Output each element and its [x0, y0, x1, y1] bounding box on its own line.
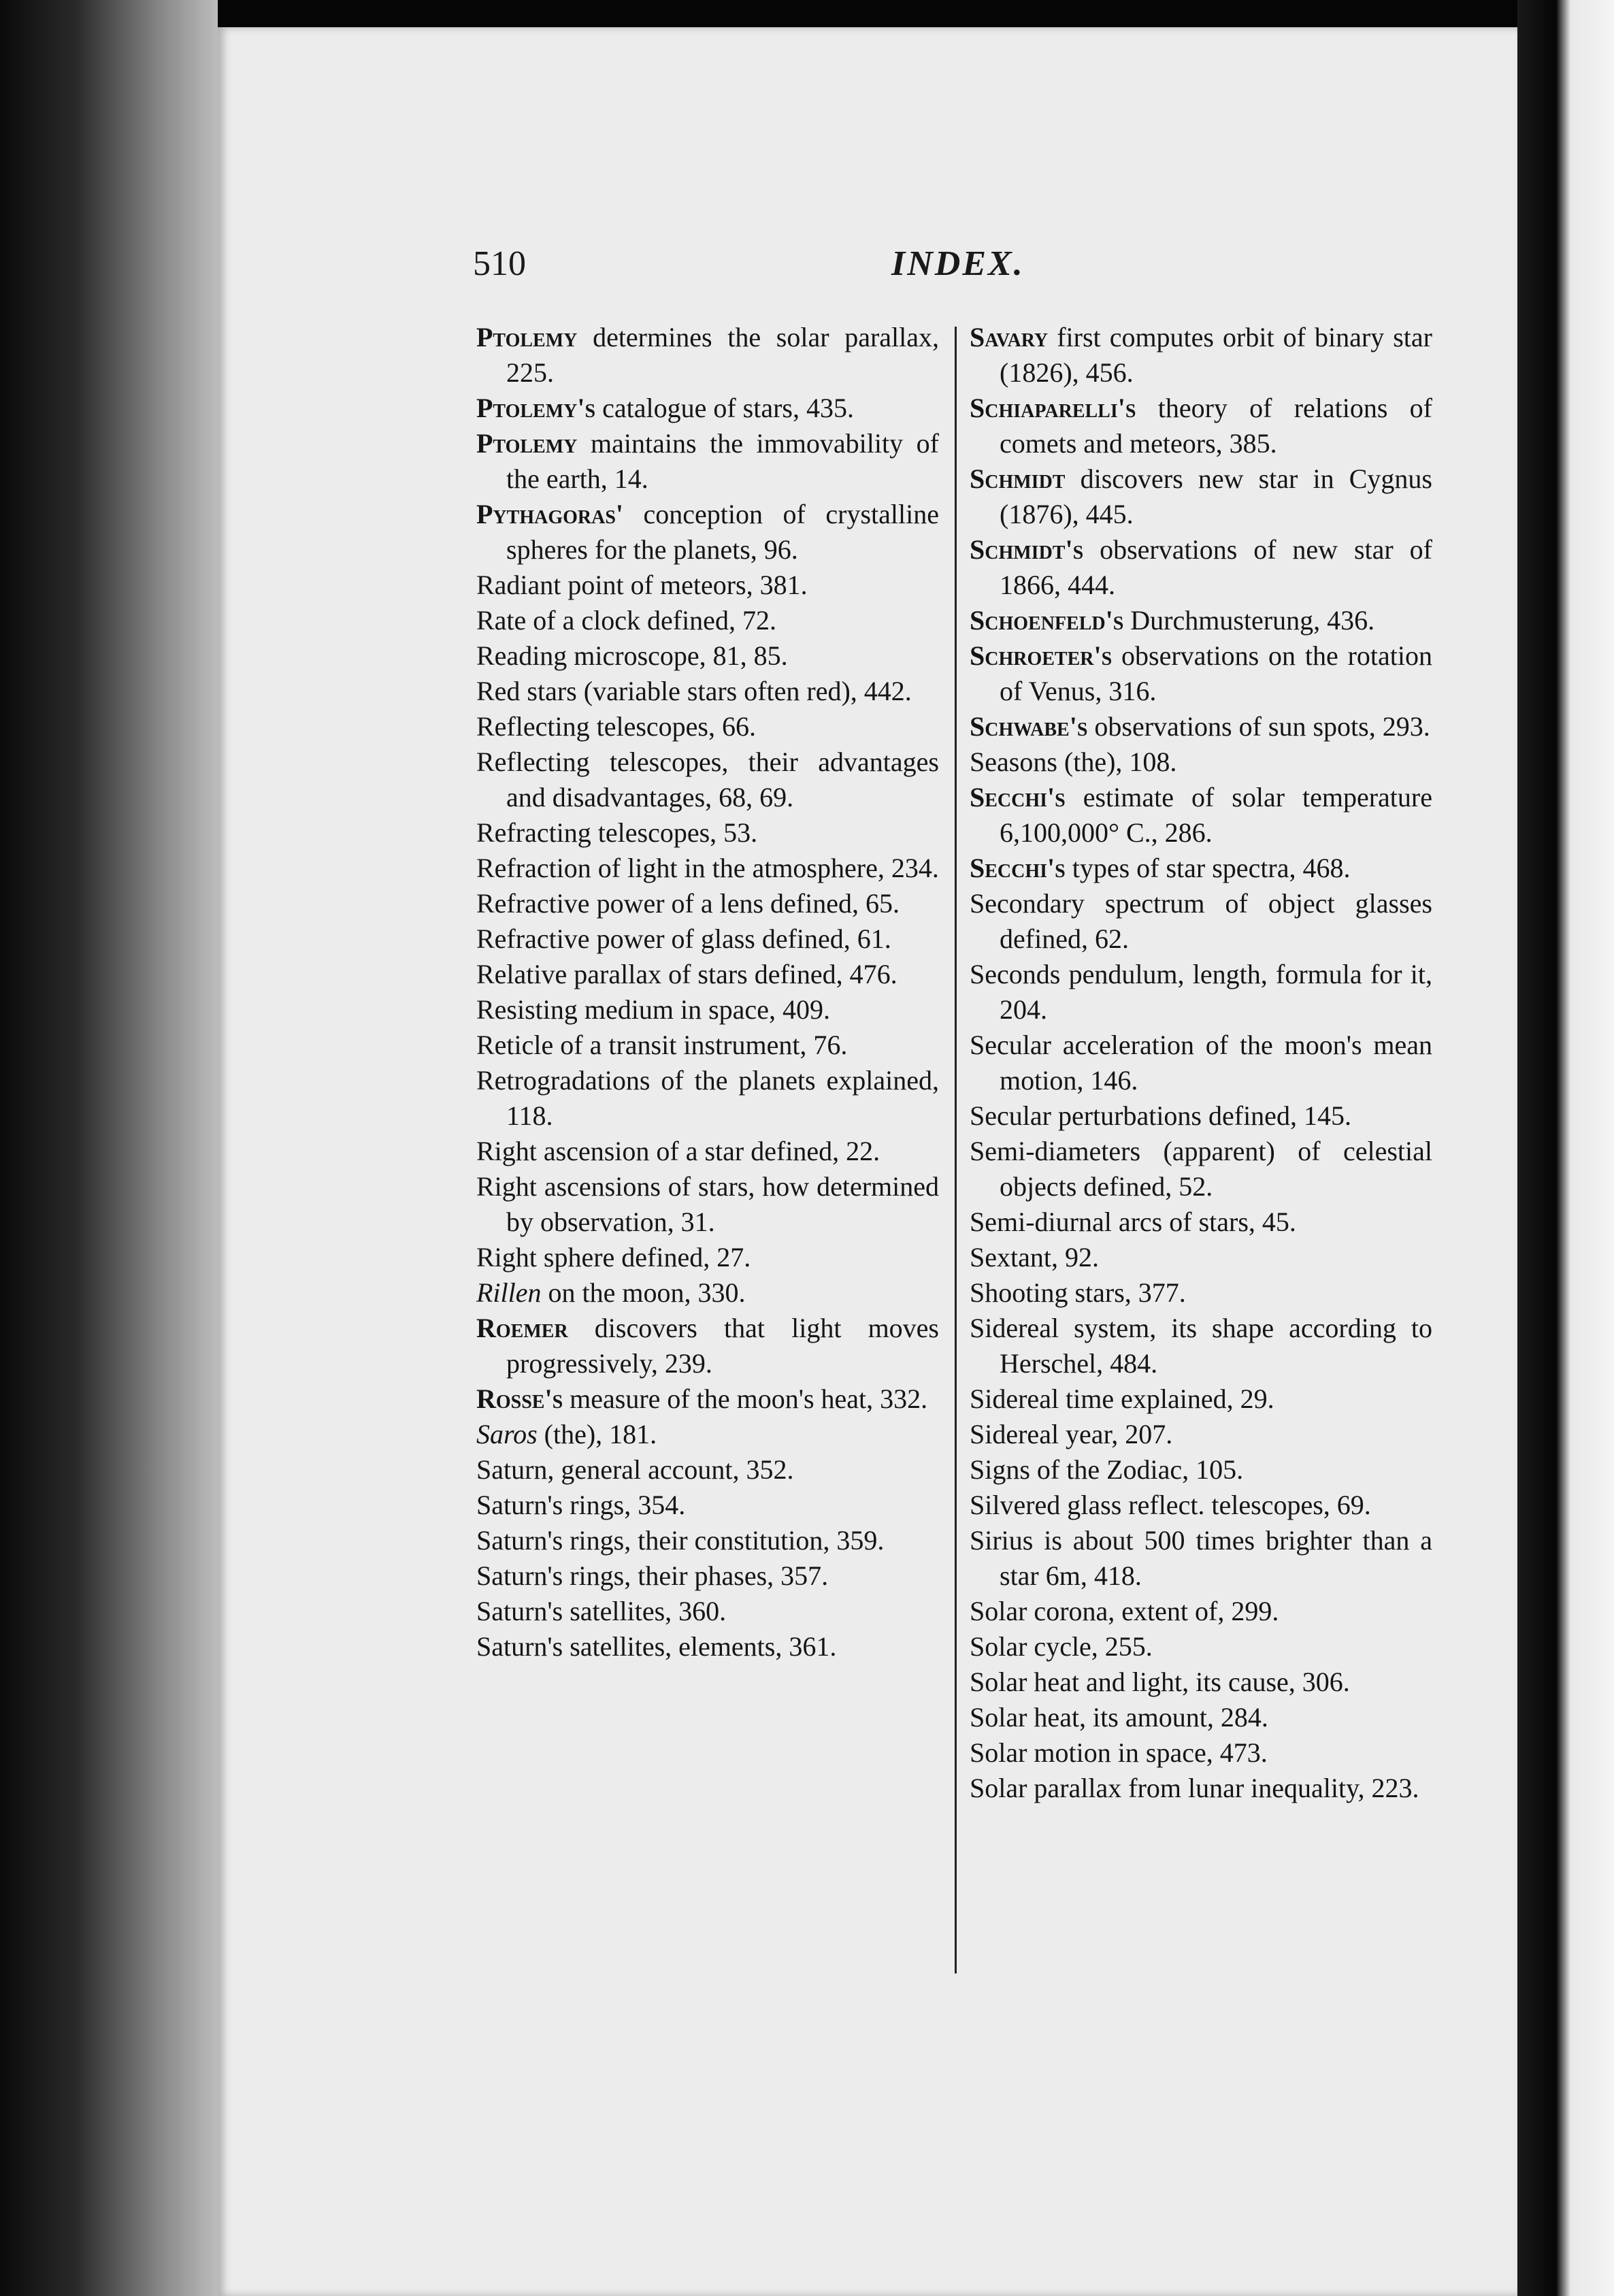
book-page: [218, 27, 1517, 2296]
index-entry-text: Saturn's rings, their phases, 357.: [476, 1560, 829, 1591]
index-entry-text: Reflecting telescopes, 66.: [476, 711, 756, 742]
index-entry-text: Relative parallax of stars defined, 476.: [476, 959, 897, 989]
index-entry-text: Retrogradations of the planets explained, 118.: [476, 1065, 939, 1131]
index-entry-text: Silvered glass reflect. telescopes, 69.: [970, 1490, 1371, 1520]
index-entry: [970, 1275, 1432, 1311]
index-entry-name: Secchi's: [970, 853, 1066, 883]
index-entry-text: measure of the moon's heat, 332.: [563, 1383, 928, 1414]
index-entry-text: Refracting telescopes, 53.: [476, 817, 758, 848]
index-entry-text: discovers that light moves progressively, 239.: [506, 1313, 939, 1379]
index-entry: [970, 1735, 1432, 1771]
index-entry-text: observations of sun spots, 293.: [1087, 711, 1430, 742]
index-entry: [476, 1488, 939, 1523]
index-entry: [970, 532, 1432, 603]
index-entry-name: Secchi's: [970, 782, 1066, 813]
index-entry: [970, 1452, 1432, 1488]
index-column-right: [970, 320, 1432, 1806]
index-entry: [476, 1275, 939, 1311]
index-entry-text: Shooting stars, 377.: [970, 1277, 1186, 1308]
index-entry-text: Solar cycle, 255.: [970, 1631, 1153, 1662]
index-entry-name: Schmidt: [970, 463, 1066, 494]
index-entry-text: Sirius is about 500 times brighter than a star 6m, 418.: [970, 1525, 1432, 1591]
index-entry-text: Secondary spectrum of object glasses defined, 62.: [970, 888, 1432, 954]
index-entry-text: Saturn, general account, 352.: [476, 1454, 794, 1485]
index-entry-text: Radiant point of meteors, 381.: [476, 570, 808, 600]
index-entry: [970, 744, 1432, 780]
index-entry-text: Solar heat, its amount, 284.: [970, 1702, 1268, 1733]
index-entry: [970, 320, 1432, 391]
index-entry-name: Ptolemy: [476, 428, 578, 459]
index-entry: [970, 1134, 1432, 1204]
index-entry-text: theory of relations of comets and meteors, 385.: [1000, 393, 1432, 459]
column-divider: [955, 327, 957, 1973]
index-entry: [476, 568, 939, 603]
index-entry-text: Secular perturbations defined, 145.: [970, 1100, 1351, 1131]
index-entry-name: Rillen: [476, 1277, 542, 1308]
index-entry: [476, 921, 939, 957]
index-entry-text: Signs of the Zodiac, 105.: [970, 1454, 1244, 1485]
index-entry: [970, 1594, 1432, 1629]
index-entry-text: Solar heat and light, its cause, 306.: [970, 1667, 1350, 1697]
index-entry: [476, 992, 939, 1028]
index-entry-text: Sidereal time explained, 29.: [970, 1383, 1274, 1414]
index-entry-name: Schwabe's: [970, 711, 1088, 742]
index-entry: [476, 320, 939, 391]
index-entry-text: determines the solar parallax, 225.: [506, 322, 939, 388]
index-entry: [970, 780, 1432, 851]
index-entry-text: Right ascensions of stars, how determined by observation, 31.: [476, 1171, 939, 1237]
index-entry-text: Saturn's satellites, elements, 361.: [476, 1631, 837, 1662]
index-entry-name: Schiaparelli's: [970, 393, 1136, 423]
index-entry: [970, 1381, 1432, 1417]
index-entry: [970, 1664, 1432, 1700]
index-entry: [476, 1240, 939, 1275]
index-entry: [476, 497, 939, 568]
index-entry: [970, 1523, 1432, 1594]
index-entry: [970, 461, 1432, 532]
index-entry-text: Sextant, 92.: [970, 1242, 1099, 1273]
index-entry-name: Saros: [476, 1419, 538, 1449]
index-entry: [476, 426, 939, 497]
index-entry: [970, 1240, 1432, 1275]
index-entry-text: Sidereal year, 207.: [970, 1419, 1173, 1449]
index-entry: [476, 744, 939, 815]
running-head: INDEX.: [891, 244, 1025, 283]
index-entry-text: Durchmusterung, 436.: [1123, 605, 1375, 636]
index-entry: [970, 1700, 1432, 1735]
index-entry: [476, 957, 939, 992]
index-entry: [970, 957, 1432, 1028]
index-entry-name: Schoenfeld's: [970, 605, 1124, 636]
index-entry: [476, 709, 939, 744]
index-entry-text: Solar motion in space, 473.: [970, 1737, 1268, 1768]
index-entry-text: Semi-diameters (apparent) of celestial objects defined, 52.: [970, 1136, 1432, 1202]
index-entry-name: Savary: [970, 322, 1049, 352]
index-entry-text: discovers new star in Cygnus (1876), 445.: [1000, 463, 1432, 529]
index-entry: [970, 1629, 1432, 1664]
index-entry-text: catalogue of stars, 435.: [595, 393, 854, 423]
page-number: 510: [473, 244, 526, 283]
index-entry-text: Sidereal system, its shape according to Herschel, 484.: [970, 1313, 1432, 1379]
index-entry-text: Semi-diurnal arcs of stars, 45.: [970, 1207, 1296, 1237]
index-entry: [476, 815, 939, 851]
index-entry: [476, 1523, 939, 1558]
book-spine: [0, 0, 218, 2296]
index-entry-text: observations of new star of 1866, 444.: [1000, 534, 1432, 600]
index-entry: [476, 851, 939, 886]
index-entry: [476, 1629, 939, 1664]
index-entry-text: Refractive power of glass defined, 61.: [476, 923, 891, 954]
index-entry: [476, 1452, 939, 1488]
index-entry: [476, 1417, 939, 1452]
index-entry: [476, 638, 939, 674]
index-entry: [476, 886, 939, 921]
index-entry: [476, 674, 939, 709]
index-entry-name: Rosse's: [476, 1383, 563, 1414]
index-entry-text: observations on the rotation of Venus, 316.: [1000, 640, 1432, 706]
index-entry: [970, 1311, 1432, 1381]
index-entry: [476, 1063, 939, 1134]
index-entry-name: Schmidt's: [970, 534, 1084, 565]
index-entry: [476, 1381, 939, 1417]
index-entry-name: Schroeter's: [970, 640, 1113, 671]
index-entry-text: Saturn's rings, their constitution, 359.: [476, 1525, 885, 1556]
index-entry-name: Ptolemy's: [476, 393, 596, 423]
index-entry-text: Saturn's satellites, 360.: [476, 1596, 727, 1626]
index-entry: [476, 1558, 939, 1594]
index-entry-text: Reading microscope, 81, 85.: [476, 640, 788, 671]
index-entry-text: Reticle of a transit instrument, 76.: [476, 1030, 848, 1060]
index-entry-text: (the), 181.: [537, 1419, 657, 1449]
index-entry-text: first computes orbit of binary star (1826), 456.: [1000, 322, 1432, 388]
index-entry: [476, 1028, 939, 1063]
index-entry-name: Ptolemy: [476, 322, 578, 352]
index-entry-text: Saturn's rings, 354.: [476, 1490, 686, 1520]
index-entry-text: Resisting medium in space, 409.: [476, 994, 830, 1025]
index-entry-text: Rate of a clock defined, 72.: [476, 605, 776, 636]
index-entry: [476, 1594, 939, 1629]
index-entry-text: Solar corona, extent of, 299.: [970, 1596, 1279, 1626]
index-entry-text: Seconds pendulum, length, formula for it, 204.: [970, 959, 1432, 1025]
index-entry-text: Secular acceleration of the moon's mean motion, 146.: [970, 1030, 1432, 1096]
index-entry: [970, 709, 1432, 744]
index-entry: [970, 1204, 1432, 1240]
page-header: [218, 244, 1517, 298]
index-entry: [970, 851, 1432, 886]
index-entry: [970, 1098, 1432, 1134]
facing-page-edge: [1517, 0, 1614, 2296]
index-entry: [970, 391, 1432, 461]
index-entry: [476, 603, 939, 638]
index-entry: [476, 1311, 939, 1381]
index-entry-text: on the moon, 330.: [541, 1277, 746, 1308]
index-entry: [476, 391, 939, 426]
index-entry-text: types of star spectra, 468.: [1065, 853, 1351, 883]
index-entry-name: Roemer: [476, 1313, 568, 1343]
index-entry: [970, 1771, 1432, 1806]
index-entry: [476, 1134, 939, 1169]
index-entry-text: Seasons (the), 108.: [970, 747, 1177, 777]
index-entry-text: Solar parallax from lunar inequality, 223.: [970, 1773, 1419, 1803]
index-entry-text: Reflecting telescopes, their advantages and disadvantages, 68, 69.: [476, 747, 939, 813]
index-column-left: [476, 320, 939, 1664]
index-entry-text: Refractive power of a lens defined, 65.: [476, 888, 900, 919]
index-entry: [476, 1169, 939, 1240]
index-entry-text: maintains the immovability of the earth, 14.: [506, 428, 939, 494]
index-entry-text: Right ascension of a star defined, 22.: [476, 1136, 880, 1166]
index-entry: [970, 1417, 1432, 1452]
index-entry-text: Red stars (variable stars often red), 442.: [476, 676, 912, 706]
index-entry-text: Right sphere defined, 27.: [476, 1242, 751, 1273]
index-entry-text: conception of crystalline spheres for the planets, 96.: [506, 499, 939, 565]
index-entry-text: estimate of solar temperature 6,100,000° C., 286.: [1000, 782, 1432, 848]
index-entry: [970, 1028, 1432, 1098]
index-entry: [970, 638, 1432, 709]
index-entry: [970, 886, 1432, 957]
index-entry: [970, 1488, 1432, 1523]
index-entry: [970, 603, 1432, 638]
index-entry-name: Pythagoras': [476, 499, 624, 529]
index-entry-text: Refraction of light in the atmosphere, 234.: [476, 853, 939, 883]
